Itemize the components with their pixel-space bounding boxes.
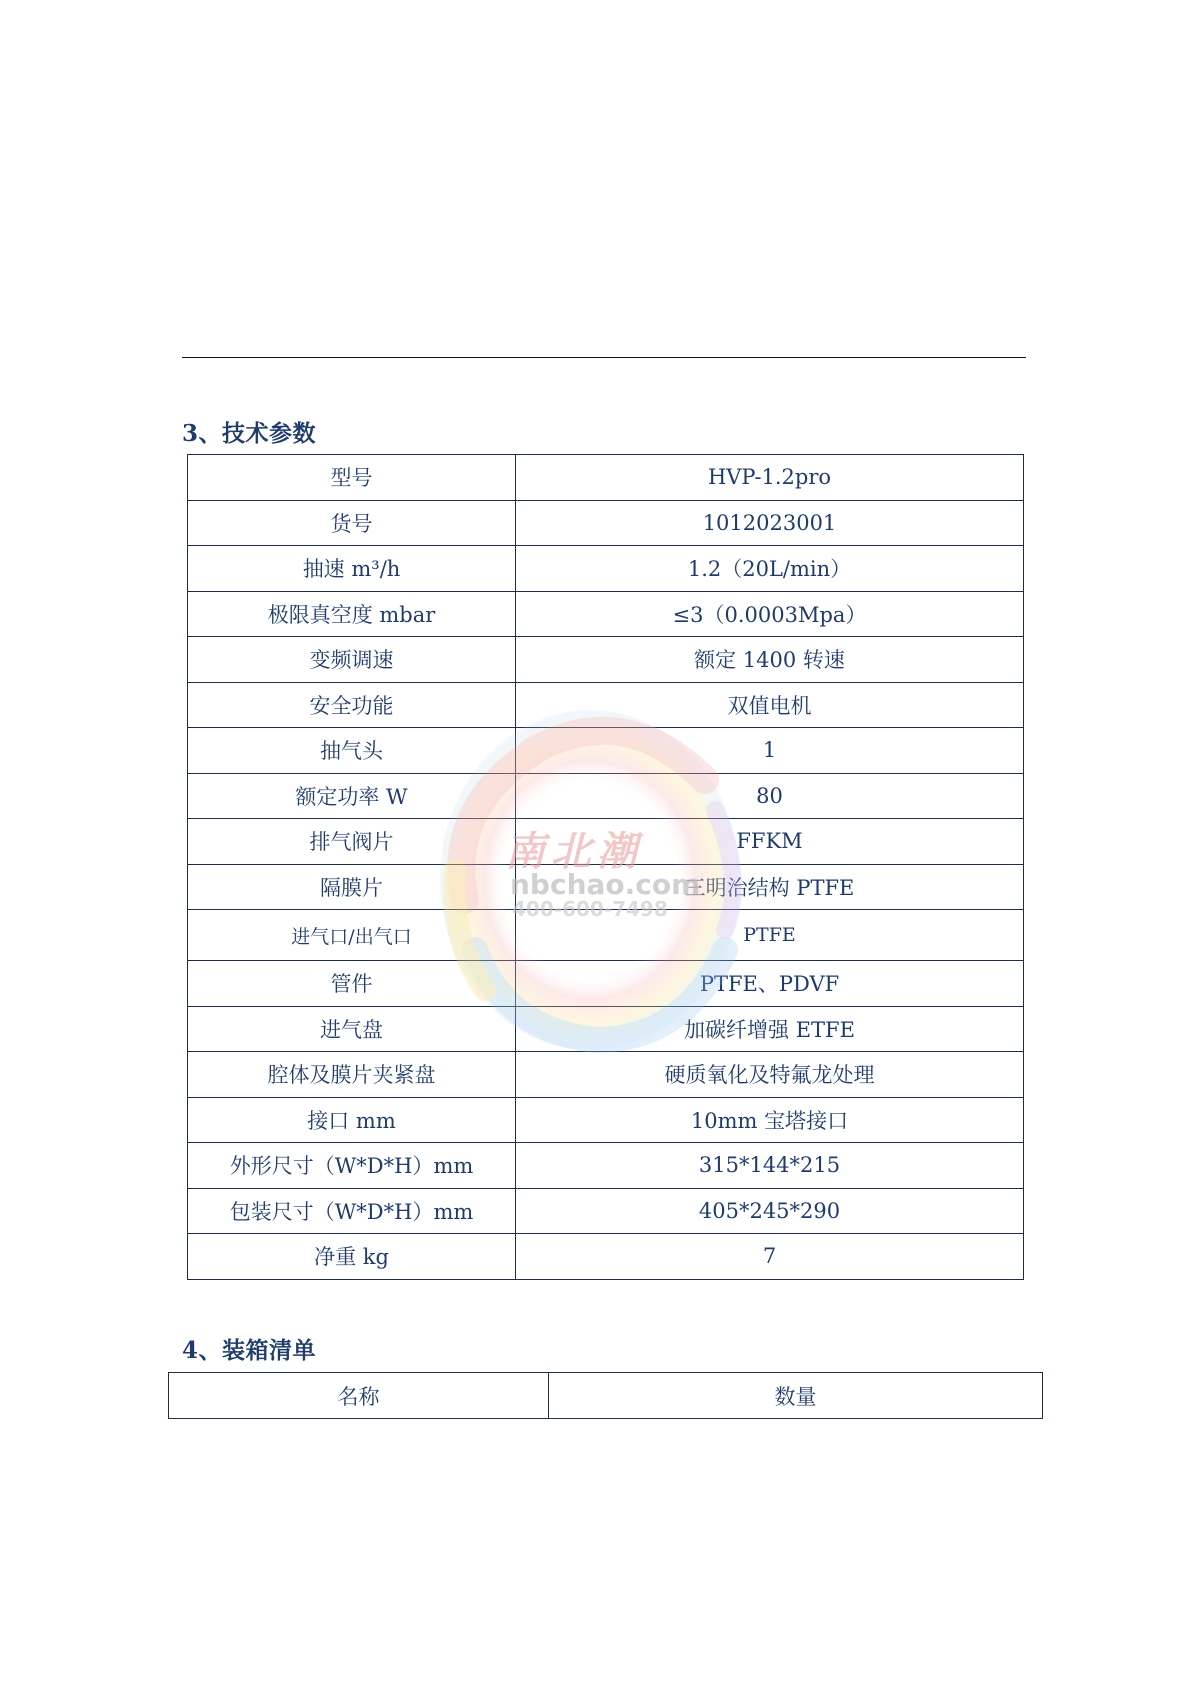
param-value: HVP-1.2pro bbox=[516, 455, 1024, 501]
section-heading-packing-list: 4、装箱清单 bbox=[182, 1337, 317, 1364]
param-value: FFKM bbox=[516, 819, 1024, 865]
param-value: 1 bbox=[516, 728, 1024, 774]
param-label: 极限真空度 mbar bbox=[188, 591, 516, 637]
watermark-site: nbchao.com bbox=[510, 868, 701, 901]
table-row bbox=[188, 773, 1024, 819]
param-label: 进气口/出气口 bbox=[188, 910, 516, 961]
param-label: 型号 bbox=[188, 455, 516, 501]
column-header-name: 名称 bbox=[169, 1373, 549, 1419]
param-label: 进气盘 bbox=[188, 1006, 516, 1052]
table-row bbox=[188, 1234, 1024, 1280]
table-row bbox=[188, 637, 1024, 683]
param-label: 变频调速 bbox=[188, 637, 516, 683]
table-row bbox=[188, 546, 1024, 592]
param-label: 外形尺寸（W*D*H）mm bbox=[188, 1143, 516, 1189]
param-value: 硬质氧化及特氟龙处理 bbox=[516, 1052, 1024, 1098]
param-label: 额定功率 W bbox=[188, 773, 516, 819]
table-row bbox=[188, 961, 1024, 1007]
param-value: 1012023001 bbox=[516, 500, 1024, 546]
table-row bbox=[188, 1052, 1024, 1098]
tech-params-table bbox=[187, 454, 1024, 1280]
table-row bbox=[188, 1097, 1024, 1143]
table-row bbox=[188, 1006, 1024, 1052]
param-value: 315*144*215 bbox=[516, 1143, 1024, 1189]
section-heading-tech-params: 3、技术参数 bbox=[182, 420, 317, 447]
param-label: 包装尺寸（W*D*H）mm bbox=[188, 1188, 516, 1234]
param-value: ≤3（0.0003Mpa） bbox=[516, 591, 1024, 637]
param-value: 10mm 宝塔接口 bbox=[516, 1097, 1024, 1143]
param-label: 接口 mm bbox=[188, 1097, 516, 1143]
header-rule bbox=[182, 357, 1026, 358]
param-value: 405*245*290 bbox=[516, 1188, 1024, 1234]
param-label: 腔体及膜片夹紧盘 bbox=[188, 1052, 516, 1098]
param-label: 安全功能 bbox=[188, 682, 516, 728]
param-value: 7 bbox=[516, 1234, 1024, 1280]
table-row bbox=[188, 455, 1024, 501]
param-label: 管件 bbox=[188, 961, 516, 1007]
param-label: 排气阀片 bbox=[188, 819, 516, 865]
table-row bbox=[188, 910, 1024, 961]
param-label: 抽气头 bbox=[188, 728, 516, 774]
param-value: 额定 1400 转速 bbox=[516, 637, 1024, 683]
packing-list-table bbox=[168, 1372, 1043, 1419]
table-row bbox=[188, 819, 1024, 865]
table-row bbox=[188, 864, 1024, 910]
watermark-brand: 南北潮 bbox=[505, 829, 643, 875]
watermark-phone: 400-600-7498 bbox=[512, 897, 668, 921]
param-label: 隔膜片 bbox=[188, 864, 516, 910]
table-row bbox=[188, 728, 1024, 774]
table-header-row bbox=[169, 1373, 1043, 1419]
table-row bbox=[188, 682, 1024, 728]
param-value: 加碳纤增强 ETFE bbox=[516, 1006, 1024, 1052]
param-label: 净重 kg bbox=[188, 1234, 516, 1280]
param-label: 货号 bbox=[188, 500, 516, 546]
table-row bbox=[188, 591, 1024, 637]
param-value: 三明治结构 PTFE bbox=[516, 864, 1024, 910]
param-value: PTFE bbox=[516, 910, 1024, 961]
table-row bbox=[188, 1188, 1024, 1234]
column-header-quantity: 数量 bbox=[549, 1373, 1043, 1419]
param-value: 80 bbox=[516, 773, 1024, 819]
table-row bbox=[188, 1143, 1024, 1189]
param-value: PTFE、PDVF bbox=[516, 961, 1024, 1007]
param-value: 双值电机 bbox=[516, 682, 1024, 728]
param-value: 1.2（20L/min） bbox=[516, 546, 1024, 592]
param-label: 抽速 m³/h bbox=[188, 546, 516, 592]
table-row bbox=[188, 500, 1024, 546]
